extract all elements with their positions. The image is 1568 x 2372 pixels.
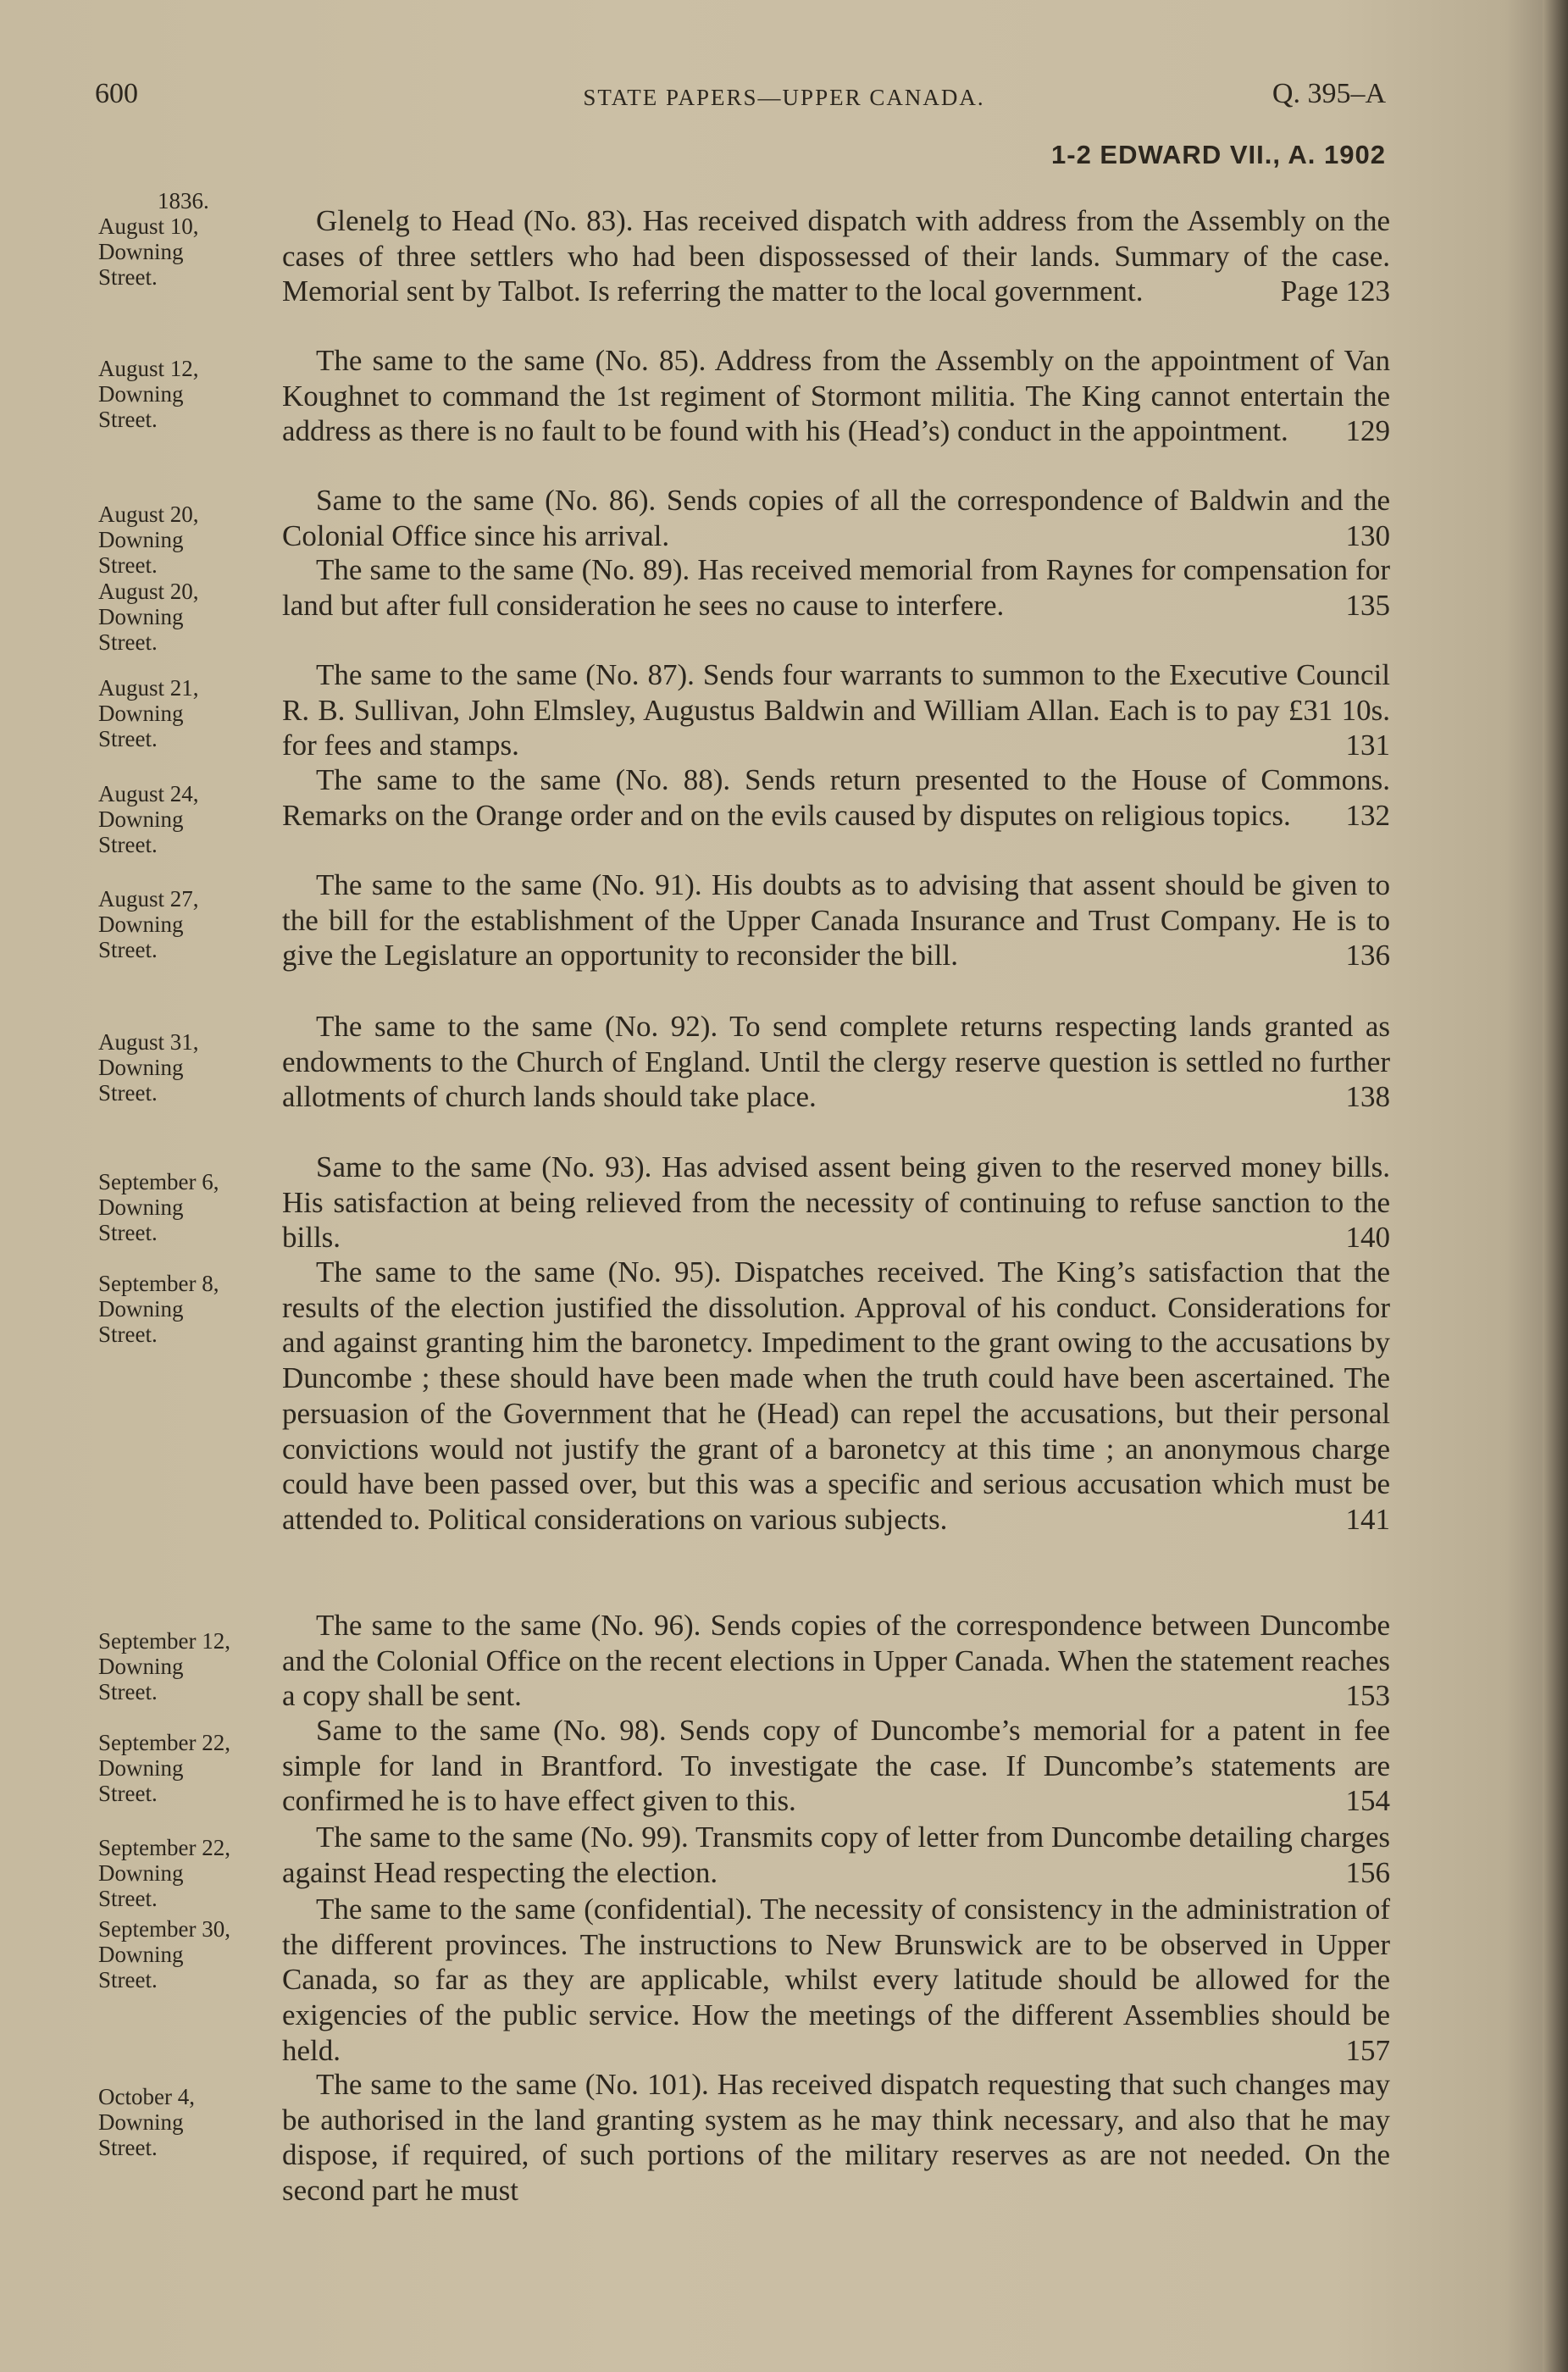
sidebar-date: August 12, Downing Street.	[98, 356, 199, 432]
page-ref: 138	[1345, 1080, 1390, 1114]
page-ref: 141	[1345, 1502, 1390, 1536]
page-ref: 157	[1345, 2033, 1390, 2067]
entry-text: Glenelg to Head (No. 83). Has received dispatch with address from the Assembly on the cases of three settlers who had been dispossessed of their lands. Summary of the case. Memorial sent by Talbot. Is referring the matter to the local government. Page 123	[282, 204, 1390, 308]
page-ref: Page 123	[1280, 274, 1390, 308]
page-ref: 136	[1345, 939, 1390, 973]
sidebar-date: August 21, Downing Street.	[98, 675, 199, 751]
archive-reference: Q. 395–A	[1272, 78, 1386, 109]
entry-text: The same to the same (No. 99). Transmits copy of letter from Duncombe detailing charges against Head respecting the election. 156	[282, 1821, 1390, 1889]
entry-text: The same to the same (No. 92). To send complete returns respecting lands granted as endowments to the Church of England. Until the clergy reserve question is settled no further allotments of church lands should take place. 138	[282, 1010, 1390, 1114]
entry-text: The same to the same (No. 91). His doubts as to advising that assent should be given to the bill for the establishment of the Upper Canada Insurance and Trust Company. He is to give the Legislature an opportunity to reconsider the bill. 136	[282, 868, 1390, 973]
page-ref: 129	[1345, 414, 1390, 448]
sidebar-date: August 20, Downing Street.	[98, 502, 199, 578]
page-ref: 140	[1345, 1221, 1390, 1255]
page-ref: 130	[1345, 518, 1390, 552]
sidebar-date: October 4, Downing Street.	[98, 2084, 195, 2160]
entry-text: The same to the same (No. 101). Has received dispatch requesting that such changes may be authorised in the land granting system as he may think necessary, and also that he may dispose, if required, of such portions of the military reserves as are not needed. On the second part he must	[282, 2068, 1390, 2208]
entry-text: The same to the same (confidential). The necessity of consistency in the administration of the different provinces. The instructions to New Brunswick are to be observed in Upper Canada, so far as they are applicable, whilst every latitude should be allowed for the exigencies of the public service. How the meetings of the different Assemblies should be held. 157	[282, 1893, 1390, 2067]
page-ref: 156	[1345, 1855, 1390, 1889]
entry-text: The same to the same (No. 96). Sends copies of the correspondence between Duncombe and the Colonial Office on the recent elections in Upper Canada. When the statement reaches a copy shall be sent. 153	[282, 1609, 1390, 1713]
page-ref: 154	[1345, 1784, 1390, 1818]
year-label: 1836.	[158, 188, 209, 213]
page-ref: 153	[1345, 1679, 1390, 1713]
entry-text: The same to the same (No. 87). Sends four warrants to summon to the Executive Council R. B. Sullivan, John Elmsley, Augustus Baldwin and William Allan. Each is to pay £31 10s. for fees and stamps. 131	[282, 658, 1390, 762]
series-label: 1-2 EDWARD VII., A. 1902	[1051, 140, 1386, 169]
sidebar-date: September 22, Downing Street.	[98, 1730, 230, 1806]
sidebar-date: August 20, Downing Street.	[98, 579, 199, 655]
sidebar-date: August 31, Downing Street.	[98, 1029, 199, 1106]
sidebar-date: September 6, Downing Street.	[98, 1169, 219, 1245]
page-edge	[1543, 0, 1568, 2372]
page-ref: 135	[1345, 588, 1390, 622]
page-ref: 132	[1345, 798, 1390, 832]
entry-text: Same to the same (No. 86). Sends copies of all the correspondence of Baldwin and the Colonial Office since his arrival. 130	[282, 484, 1390, 552]
sidebar-date: September 22, Downing Street.	[98, 1835, 230, 1911]
sidebar-date: 1836. August 10, Downing Street.	[98, 188, 280, 290]
sidebar-date: September 8, Downing Street.	[98, 1271, 219, 1347]
page-ref: 131	[1345, 729, 1390, 762]
entry-text: The same to the same (No. 88). Sends return presented to the House of Commons. Remarks on the Orange order and on the evils caused by disputes on religious topics. 132	[282, 763, 1390, 832]
sidebar-date: August 24, Downing Street.	[98, 781, 199, 857]
running-title: STATE PAPERS—UPPER CANADA.	[583, 85, 985, 110]
page-number: 600	[95, 78, 138, 109]
entry-text: The same to the same (No. 95). Dispatches received. The King’s satisfaction that the results of the election justified the dissolution. Approval of his conduct. Considerations for and against granting him the baronetcy. Impediment to the grant owing to the accusations by Duncombe ; these should have been made when the truth could have been ascertained. The persuasion of the Government that he (Head) can repel the accusations, but their personal convictions would not justify the grant of a baronetcy at this time ; an anonymous charge could have been passed over, but this was a specific and serious accusation which must be attended to. Political considerations on various subjects. 141	[282, 1255, 1390, 1536]
sidebar-date: September 30, Downing Street.	[98, 1916, 230, 1992]
sidebar-date: August 27, Downing Street.	[98, 886, 199, 962]
entry-text: Same to the same (No. 98). Sends copy of Duncombe’s memorial for a patent in fee simple for land in Brantford. To investigate the case. If Duncombe’s statements are confirmed he is to have effect given to this. 154	[282, 1714, 1390, 1818]
sidebar-date: September 12, Downing Street.	[98, 1628, 230, 1704]
entry-text: The same to the same (No. 85). Address from the Assembly on the appointment of Van Koughnet to command the 1st regiment of Stormont militia. The King cannot entertain the address as there is no fault to be found with his (Head’s) conduct in the appointment. 129	[282, 344, 1390, 448]
entry-text: Same to the same (No. 93). Has advised assent being given to the reserved money bills. His satisfaction at being relieved from the necessity of continuing to refuse sanction to the bills. 140	[282, 1150, 1390, 1255]
entry-text: The same to the same (No. 89). Has received memorial from Raynes for compensation for land but after full consideration he sees no cause to interfere. 135	[282, 553, 1390, 622]
